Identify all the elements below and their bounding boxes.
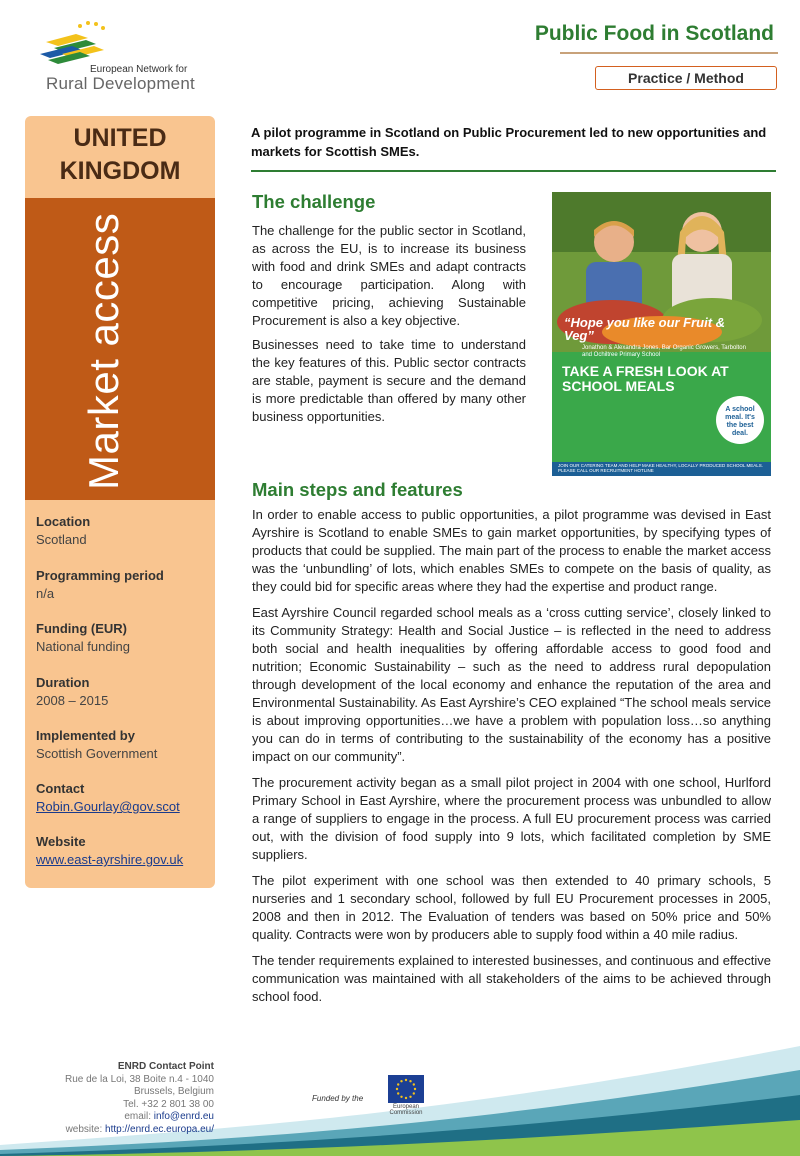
theme-label: Market access: [80, 212, 127, 490]
info-implemented-by: [36, 728, 157, 761]
page-title: Public Food in Scotland: [534, 22, 774, 45]
info-label: Implemented by: [36, 728, 135, 743]
info-value: n/a: [36, 586, 55, 601]
poster-credit: Jonathon & Alexandra Jones, Bar Organic Growers, Tarbolton and Ochiltree Primary School: [582, 345, 746, 358]
info-label: Contact: [36, 781, 85, 796]
steps-paragraph: The pilot experiment with one school was then extended to 40 primary schools, 5 nurseries and 1 secondary school, followed by full EU Procurement processes in 2005, 2008 and then in 2012. The Evaluation of tenders was based on 50% price and 50% quality. Contracts were won by producers able to supply food within a 40 mile radius.: [252, 873, 771, 942]
info-value: Scotland: [36, 532, 87, 547]
info-funding: [36, 621, 130, 654]
logo-line2: Rural Development: [46, 74, 195, 93]
country-label: UNITED KINGDOM: [59, 124, 181, 185]
eu-commission-label: European Commission: [389, 1104, 423, 1116]
footer-email-link[interactable]: info@enrd.eu: [153, 1111, 214, 1122]
intro-text: A pilot programme in Scotland on Public Procurement led to new opportunities and markets for Scottish SMEs.: [251, 125, 767, 159]
challenge-paragraph: Businesses need to take time to understand the key features of this. Public sector contracts are stable, payment is secure and the demand is more predictable than offered by many other business opportunities.: [252, 337, 526, 424]
poster-headline: TAKE A FRESH LOOK AT SCHOOL MEALS: [562, 363, 729, 394]
intro-divider: [251, 170, 776, 172]
contact-tel: Tel. +32 2 801 38 00: [123, 1098, 214, 1110]
info-label: Location: [36, 514, 91, 529]
eu-flag-icon: [388, 1075, 424, 1103]
header-divider: [560, 52, 778, 54]
steps-paragraph: East Ayrshire Council regarded school meals as a ‘cross cutting service’, closely linked to its Community Strategy: Health and Social Justice – is reflected in the need to address both social and health inequalities by offering affordable access to good food and nutrition; Economic Sustainability – such as the need to address rural depopulation through development of the local economy and enhance the reputation of the area and Environmental Sustainability. As East Ayrshire’s CEO explained “The school meals service is about improving opportunities…we have a problem with population loss…so anything you can do in terms of contributing to the sustainability of the economy has a positive impact on our community”.: [252, 605, 771, 764]
contact-title: ENRD Contact Point: [117, 1061, 214, 1072]
funded-by-label: Funded by the: [312, 1094, 364, 1103]
steps-paragraph: The tender requirements explained to interested businesses, and continuous and effective communication was maintained with all stakeholders of the aims to be achieved through school food.: [252, 953, 771, 1004]
info-website: [36, 834, 183, 867]
info-value: 2008 – 2015: [36, 693, 109, 708]
steps-heading: Main steps and features: [252, 479, 463, 500]
contact-email-line: [65, 1111, 214, 1124]
contact-address: Rue de la Loi, 38 Boite n.4 - 1040: [65, 1073, 214, 1085]
challenge-paragraph: The challenge for the public sector in Scotland, as across the EU, is to increase its business with food and drink SMEs and adapt contracts to encourage participation. Along with competitive pricing, achieving Sustainable Procurement is also a key objective.: [252, 223, 526, 328]
school-meals-poster: [552, 192, 771, 476]
info-programming-period: [36, 568, 164, 601]
steps-paragraph: In order to enable access to public opportunities, a pilot programme was devised in East Ayrshire is Scotland to enable SMEs to gain market opportunities, by specifying types of products that could be supplied. The main part of the process to enable the market access was the ‘unbundling’ of lots, which enables SMEs to compete on the basis of quality, as they could bid for specific areas where they had the expertise and product range.: [252, 507, 771, 594]
contact-web-line: [65, 1124, 214, 1137]
steps-paragraph: The procurement activity began as a small pilot project in 2004 with one school, Hurlford Primary School in East Ayrshire, where the procurement process was unbundled to allow a range of suppliers to engage in the process. A full EU procurement process was carried out, with the division of food supply into 9 lots, which facilitated completion by SME suppliers.: [252, 775, 771, 862]
poster-quote: “Hope you like our Fruit & Veg”: [564, 315, 726, 343]
footer-web-link[interactable]: http://enrd.ec.europa.eu/: [105, 1123, 214, 1135]
info-value: Scottish Government: [36, 746, 158, 761]
steps-body: [252, 506, 771, 1014]
info-duration: [36, 675, 108, 708]
info-label: Duration: [36, 675, 90, 690]
logo-line1: European Network for: [90, 64, 188, 75]
challenge-heading: The challenge: [252, 191, 376, 212]
poster-badge: A school meal. It's the best deal.: [725, 406, 755, 437]
doc-type-badge: Practice / Method: [595, 66, 777, 90]
info-location: [36, 514, 90, 547]
info-label: Funding (EUR): [36, 621, 127, 636]
footer-contact: [65, 1061, 214, 1136]
website-link[interactable]: www.east-ayrshire.gov.uk: [36, 852, 184, 867]
info-label: Website: [36, 834, 86, 849]
contact-email-link[interactable]: Robin.Gourlay@gov.scot: [36, 799, 180, 814]
email-label: email:: [124, 1111, 154, 1122]
challenge-body: [252, 222, 526, 432]
poster-footer: JOIN OUR CATERING TEAM AND HELP MAKE HEALTHY, LOCALLY PRODUCED SCHOOL MEALS. PLEASE CALL OUR RECRUITMENT HOTLINE: [558, 463, 764, 473]
contact-city: Brussels, Belgium: [133, 1086, 214, 1097]
info-label: Programming period: [36, 568, 164, 583]
web-label: website:: [65, 1123, 106, 1135]
info-contact: [36, 781, 180, 814]
info-value: National funding: [36, 639, 130, 654]
